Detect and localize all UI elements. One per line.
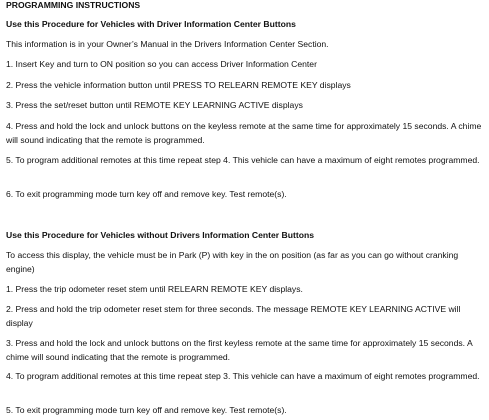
section-1-step-3: 3. Press the set/reset button until REMOTE KEY LEARNING ACTIVE displays [6, 100, 303, 110]
section-1-step-5: 5. To program additional remotes at this time repeat step 4. This vehicle can have a maximum of eight remotes programmed. [6, 155, 480, 165]
section-2-heading: Use this Procedure for Vehicles without Drivers Information Center Buttons [6, 230, 314, 240]
section-2-step-1: 1. Press the trip odometer reset stem until RELEARN REMOTE KEY displays. [6, 284, 303, 294]
document-title: PROGRAMMING INSTRUCTIONS [6, 0, 141, 10]
section-1-step-2: 2. Press the vehicle information button until PRESS TO RELEARN REMOTE KEY displays [6, 80, 351, 90]
section-2-intro: To access this display, the vehicle must be in Park (P) with key in the on position (as far as you can go without cranking engine) [6, 250, 459, 274]
section-2-step-5: 5. To exit programming mode turn key off and remove key. Test remote(s). [6, 405, 287, 415]
section-1-step-1: 1. Insert Key and turn to ON position so you can access Driver Information Center [6, 59, 317, 69]
section-1-step-4: 4. Press and hold the lock and unlock buttons on the keyless remote at the same time for approximately 15 seconds. A chime will sound indicating that the remote is programmed. [6, 121, 482, 145]
section-1-heading: Use this Procedure for Vehicles with Driver Information Center Buttons [6, 19, 296, 29]
section-2-step-2: 2. Press and hold the trip odometer reset stem for three seconds. The message REMOTE KEY LEARNING ACTIVE will display [6, 304, 461, 328]
section-2-step-3: 3. Press and hold the lock and unlock buttons on the first keyless remote at the same time for approximately 15 seconds. A chime will sound indicating that the remote is programmed. [6, 338, 473, 362]
section-2-step-4: 4. To program additional remotes at this time repeat step 3. This vehicle can have a maximum of eight remotes programmed. [6, 371, 480, 381]
section-1-step-6: 6. To exit programming mode turn key off and remove key. Test remote(s). [6, 189, 287, 199]
section-1-intro: This information is in your Owner’s Manual in the Drivers Information Center Section. [6, 39, 329, 49]
